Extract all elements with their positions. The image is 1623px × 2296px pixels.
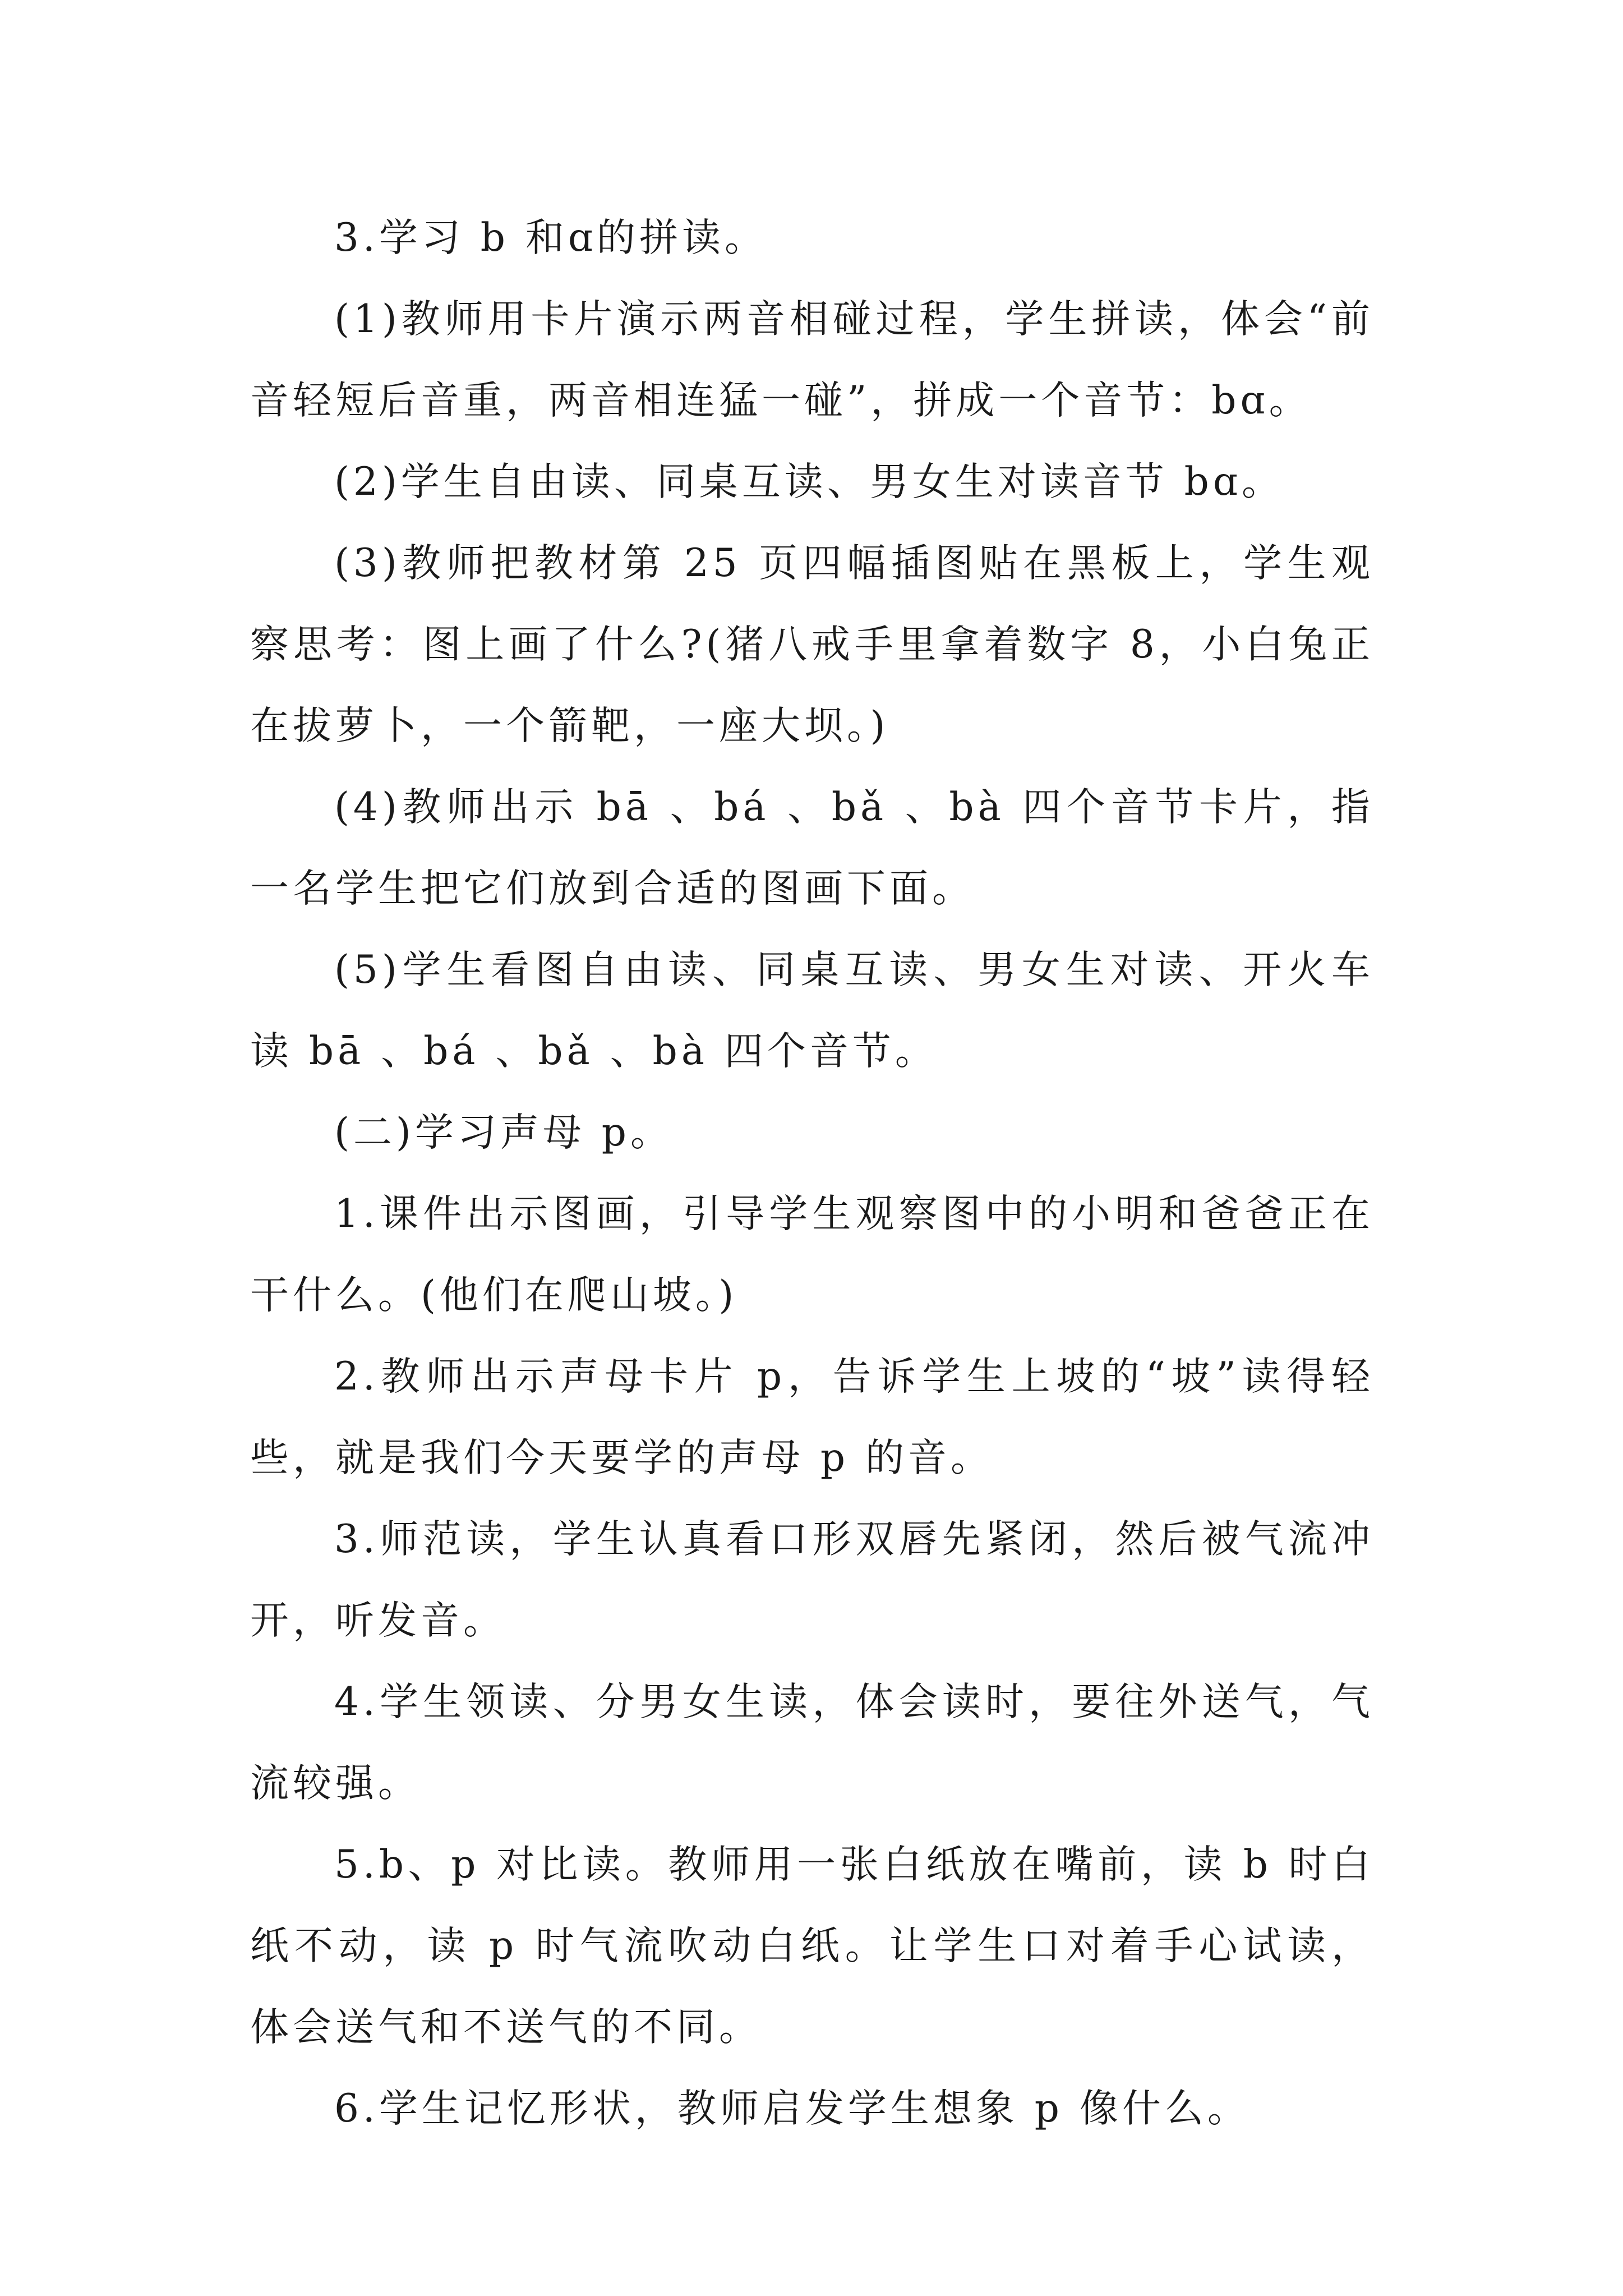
paragraph-step-3: (3)教师把教材第 25 页四幅插图贴在黑板上，学生观察思考：图上画了什么?(猪八戒手里拿着数字 8，小白兔正在拔萝卜，一个箭靶，一座大坝。) bbox=[250, 541, 1374, 748]
paragraph-step-5: (5)学生看图自由读、同桌互读、男女生对读、开火车读 bā 、bá 、bǎ 、bà 四个音节。 bbox=[250, 947, 1374, 1074]
paragraph-p-2: 2.教师出示声母卡片 p，告诉学生上坡的“坡”读得轻些，就是我们今天要学的声母 p 的音。 bbox=[250, 1354, 1374, 1480]
document-body bbox=[250, 197, 1374, 2150]
paragraph-p-3: 3.师范读，学生认真看口形双唇先紧闭，然后被气流冲开，听发音。 bbox=[250, 1517, 1374, 1643]
paragraph-p-5: 5.b、p 对比读。教师用一张白纸放在嘴前，读 b 时白纸不动，读 p 时气流吹动白纸。让学生口对着手心试读，体会送气和不送气的不同。 bbox=[250, 1842, 1374, 2050]
paragraph-step-1: (1)教师用卡片演示两音相碰过程，学生拼读，体会“前音轻短后音重，两音相连猛一碰”，拼成一个音节：bɑ。 bbox=[250, 297, 1374, 423]
paragraph-3-title: 3.学习 b 和ɑ的拼读。 bbox=[334, 215, 768, 260]
paragraph-p-1: 1.课件出示图画，引导学生观察图中的小明和爸爸正在干什么。(他们在爬山坡。) bbox=[250, 1191, 1374, 1318]
paragraph-step-2: (2)学生自由读、同桌互读、男女生对读音节 bɑ。 bbox=[334, 459, 1285, 504]
paragraph-p-4: 4.学生领读、分男女生读，体会读时，要往外送气，气流较强。 bbox=[250, 1680, 1374, 1806]
section-heading-p: (二)学习声母 p。 bbox=[334, 1110, 673, 1155]
paragraph-step-4: (4)教师出示 bā 、bá 、bǎ 、bà 四个音节卡片，指一名学生把它们放到合适的图画下面。 bbox=[250, 785, 1374, 911]
paragraph-p-6: 6.学生记忆形状，教师启发学生想象 p 像什么。 bbox=[334, 2086, 1250, 2131]
